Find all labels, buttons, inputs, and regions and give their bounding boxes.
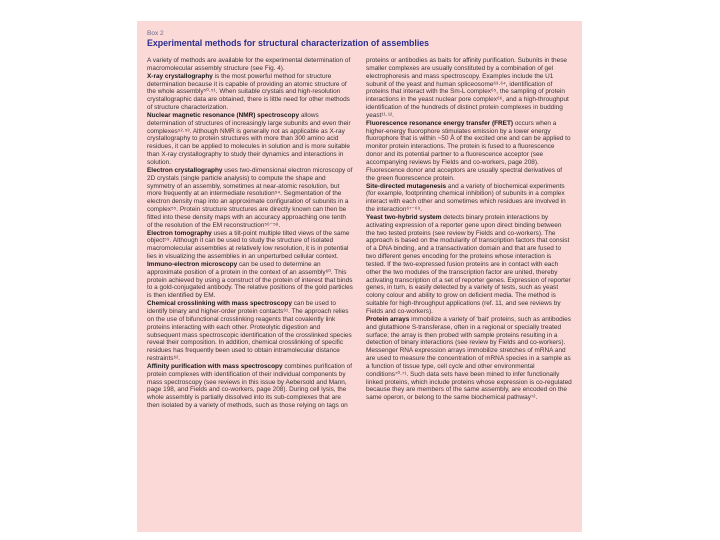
method-heading: Electron crystallography bbox=[147, 166, 223, 174]
method-heading: Nuclear magnetic resonance (NMR) spectroscopy bbox=[147, 111, 300, 119]
method-heading: Site-directed mutagenesis bbox=[366, 182, 447, 190]
paragraph: Immuno-electron microscopy can be used to determine an approximate position of a protein in the context of an assembly⁶⁰. This protein achieved by using a construct of the protein of interest that binds to a gold-conjugated antibody. The relative positions of the gold particles is then identified by EM. bbox=[147, 260, 353, 300]
method-heading: Chemical crosslinking with mass spectroscopy bbox=[147, 300, 292, 308]
paragraph: Yeast two-hybrid system detects binary protein interactions by activating expression of a reporter gene upon direct binding between the two tested proteins (see review by Fields and co-workers). The approach is based on the modularity of transcription factors that consist of a DNA binding, and a transactivation domain and that are fused to two different genes encoding for the proteins whose interaction is tested. If the two-expressed fusion proteins are in contact with each other the two modules of the transcription factor are united, thereby activating transcription of a set of reporter genes. Expression of reporter genes, in turn, is easily detected by a variety of tests, such as yeast colony colour and ability to grow on deficient media. The method is suitable for high-throughput applications (ref. 11, and see reviews by Fields and co-workers). bbox=[366, 213, 571, 315]
paragraph: Protein arrays immobilize a variety of 'bait' proteins, such as antibodies and glutathione S-transferase, often in a regional or specially treated surface; the array is then probed with sample proteins resulting in a detection of binary interactions (see review by Fields and co-workers). Messenger RNA expression arrays immobilize stretches of mRNA and are used to measure the concentration of mRNA species in a sample as a function of tissue type, cell cycle and other environmental conditions⁷⁰·⁷¹. Such data sets have been mined to infer functionally linked proteins, which include proteins whose expression is co-regulated because they are members of the same assembly, are encoded on the same operon, or belong to the same biochemical pathway⁷². bbox=[366, 315, 572, 402]
paragraph: Nuclear magnetic resonance (NMR) spectroscopy allows determination of structures of increasingly large subunits and even their complexes⁵²·⁵³. Although NMR is generally not as applicable as X-ray crystallography to protein structures with more than 300 amino acid residues, it can be applied to molecules in solution and is more suitable than X-ray crystallography to study their dynamics and interactions in solution. bbox=[147, 111, 351, 166]
method-heading: Immuno-electron microscopy bbox=[147, 260, 238, 268]
left-column bbox=[147, 57, 353, 527]
paragraph: Fluorescence resonance energy transfer (FRET) occurs when a higher-energy fluorophore stimulates emission by a lower energy fluorophore that is within ~50 Å of the excited one and can be applied to monitor protein interactions. The protein is fused to a fluorescence donor and its potential partner to a fluorescence acceptor (see accompanying reviews by Fields and co-workers, page 208). Fluorescence donor and acceptors are usually spectral derivatives of the green fluorescence protein. bbox=[366, 119, 571, 182]
paragraph: A variety of methods are available for the experimental determination of macromolecular assembly structure (see Fig. 4). bbox=[147, 57, 351, 72]
method-heading: X-ray crystallography bbox=[147, 72, 213, 80]
method-heading: Yeast two-hybrid system bbox=[366, 213, 442, 221]
paragraph: Chemical crosslinking with mass spectroscopy can be used to identify binary and higher-order protein contacts⁶¹. The approach relies on the use of bifunctional crosslinking reagents that covalently link proteins interacting with each other. Proteolytic digestion and subsequent mass spectroscopic identification of the crosslinked species reveal their composition. In addition, chemical crosslinking of specific residues has frequently been used to obtain intramolecular distance restraints⁶². bbox=[147, 300, 352, 363]
paragraph: Site-directed mutagenesis and a variety of biochemical experiments (for example, footprinting chemical inhibition) of subunits in a complex interact with each other and sometimes which residues are involved in the interaction⁶⁷⁻⁶⁹. bbox=[366, 182, 566, 214]
paragraph: Electron tomography uses a tilt-point multiple tilted views of the same object⁵⁹. Although it can be used to study the structure of isolated macromolecular assemblies at relatively low resolution, it is in potential lies in visualizing the assemblies in an unperturbed cellular context. bbox=[147, 229, 350, 261]
method-heading: Protein arrays bbox=[366, 315, 410, 323]
paragraph: X-ray crystallography is the most powerful method for structure determination because it is capable of providing an atomic structure of the whole assembly⁵⁰·⁵¹. When suitable crystals and high-resolution crystallographic data are obtained, there is little need for other methods of structure characterization. bbox=[147, 72, 350, 112]
experimental-methods-box bbox=[137, 21, 582, 532]
box-body bbox=[147, 57, 572, 527]
box-label: Box 2 bbox=[147, 30, 164, 37]
box-title: Experimental methods for structural characterization of assemblies bbox=[147, 38, 430, 48]
method-heading: Affinity purification with mass spectroscopy bbox=[147, 362, 283, 370]
method-heading: Fluorescence resonance energy transfer (FRET) bbox=[366, 119, 514, 127]
paragraph: Affinity purification with mass spectroscopy combines purification of protein complexes with identification of their individual components by mass spectroscopy (see reviews in this issue by Aebersold and Mann, page 198, and Fields and co-workers, page 208). During cell lysis, the whole assembly is partially dissolved into its sub-complexes that are then isolated by a variety of methods, such as those relying on tags on bbox=[147, 362, 352, 410]
paragraph: proteins or antibodies as baits for affinity purification. Subunits in these smaller complexes are usually constituted by a combination of gel electrophoresis and mass spectroscopy. Examples include the U1 subunit of the yeast and human spliceosome⁶³·⁶⁴, identification of proteins that interact with the Sm-L complex⁶⁵, the sampling of protein interactions in the yeast nuclear pore complex⁶⁶, and a high-throughput identification of the hundreds of distinct protein complexes in budding yeast¹¹·¹². bbox=[366, 57, 569, 119]
paragraph: Electron crystallography uses two-dimensional electron microscopy of 2D crystals (single particle analysis) to compute the shape and symmetry of an assembly, sometimes at near-atomic resolution, but more frequently at an intermediate resolution⁵⁴. Segmentation of the electron density map into an approximate configuration of subunits in a complex⁵⁵. Protein structure structures are directly known can then be fitted into these density maps with an accuracy approaching one tenth of the resolution of the EM reconstruction⁵⁶⁻⁵⁸. bbox=[147, 166, 353, 229]
right-column bbox=[366, 57, 572, 527]
method-heading: Electron tomography bbox=[147, 229, 212, 237]
